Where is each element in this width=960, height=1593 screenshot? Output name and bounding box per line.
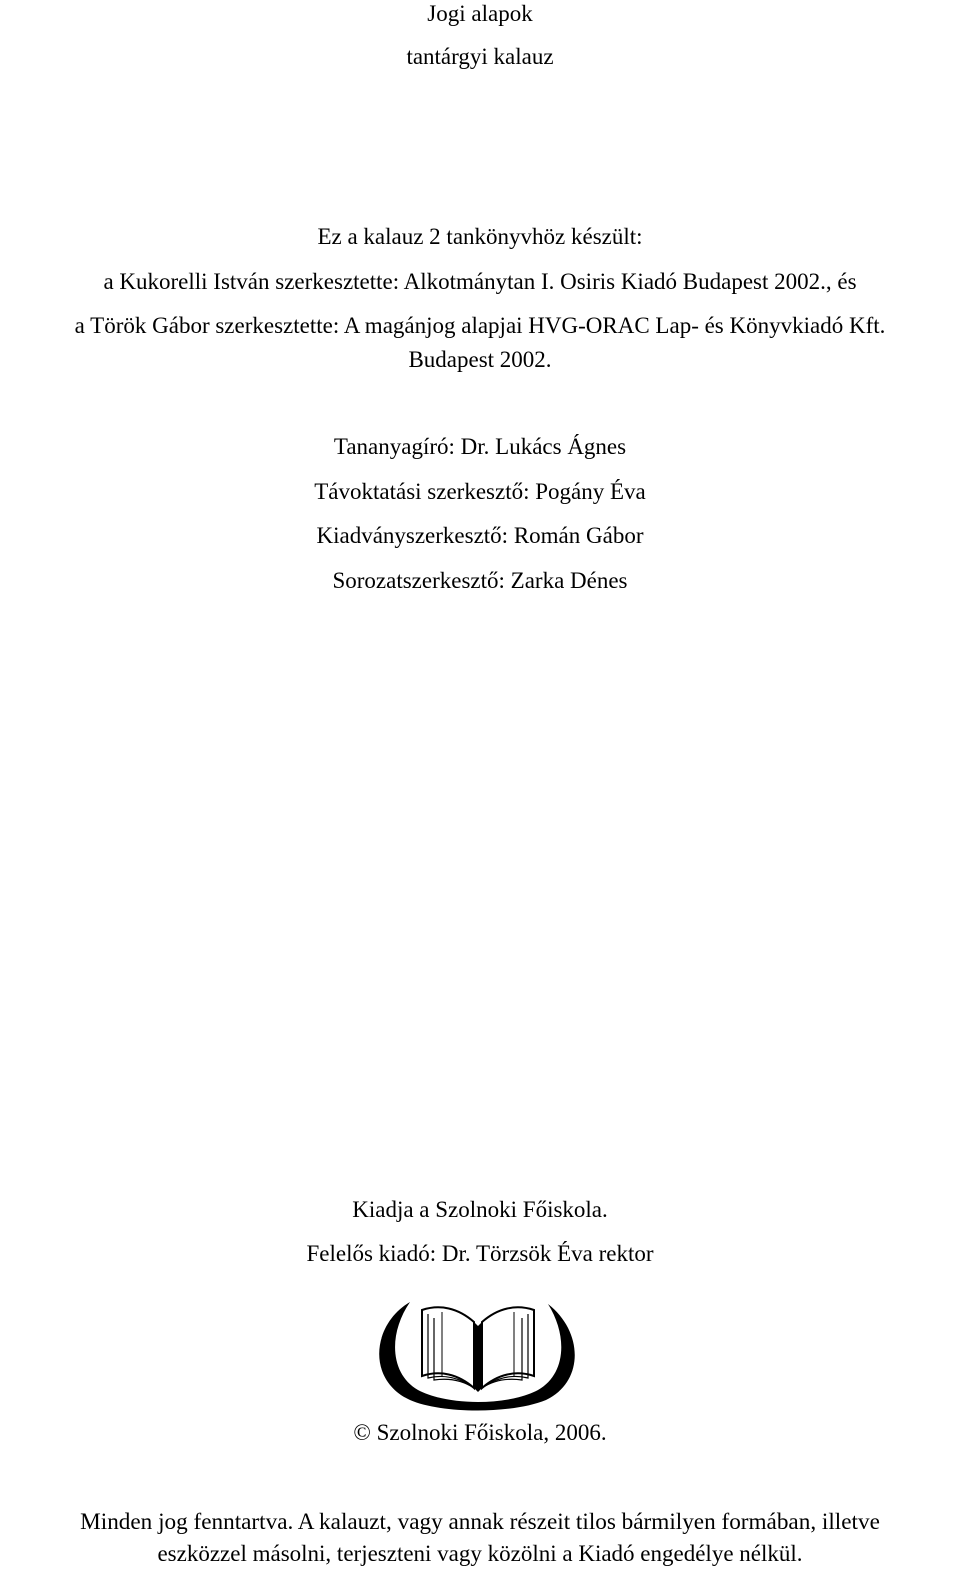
source-book-1: a Kukorelli István szerkesztette: Alkotmánytan I. Osiris Kiadó Budapest 2002., és [103,269,857,294]
credit-series-editor: Sorozatszerkesztő: Zarka Dénes [332,568,628,593]
publisher-issued-by: Kiadja a Szolnoki Főiskola. [352,1197,608,1222]
open-book-icon [370,1296,586,1418]
rights-line-1: Minden jog fenntartva. A kalauzt, vagy annak részeit tilos bármilyen formában, illetve [80,1509,880,1535]
source-book-2-line-1: a Török Gábor szerkesztette: A magánjog alapjai HVG-ORAC Lap- és Könyvkiadó Kft. [74,313,886,338]
publisher-copyright: © Szolnoki Főiskola, 2006. [353,1420,607,1445]
rights-line-2: eszközzel másolni, terjeszteni vagy közölni a Kiadó engedélye nélkül. [157,1541,803,1566]
source-book-2-line-2: Budapest 2002. [408,347,552,372]
credit-publication-editor: Kiadványszerkesztő: Román Gábor [316,523,644,548]
credit-distance-editor: Távoktatási szerkesztő: Pogány Éva [314,479,646,504]
document-subtitle: tantárgyi kalauz [406,44,554,69]
publisher-responsible: Felelős kiadó: Dr. Törzsök Éva rektor [306,1241,654,1266]
document-title: Jogi alapok [427,1,533,26]
sources-intro: Ez a kalauz 2 tankönyvhöz készült: [317,224,643,249]
credit-author: Tananyagíró: Dr. Lukács Ágnes [333,434,627,459]
